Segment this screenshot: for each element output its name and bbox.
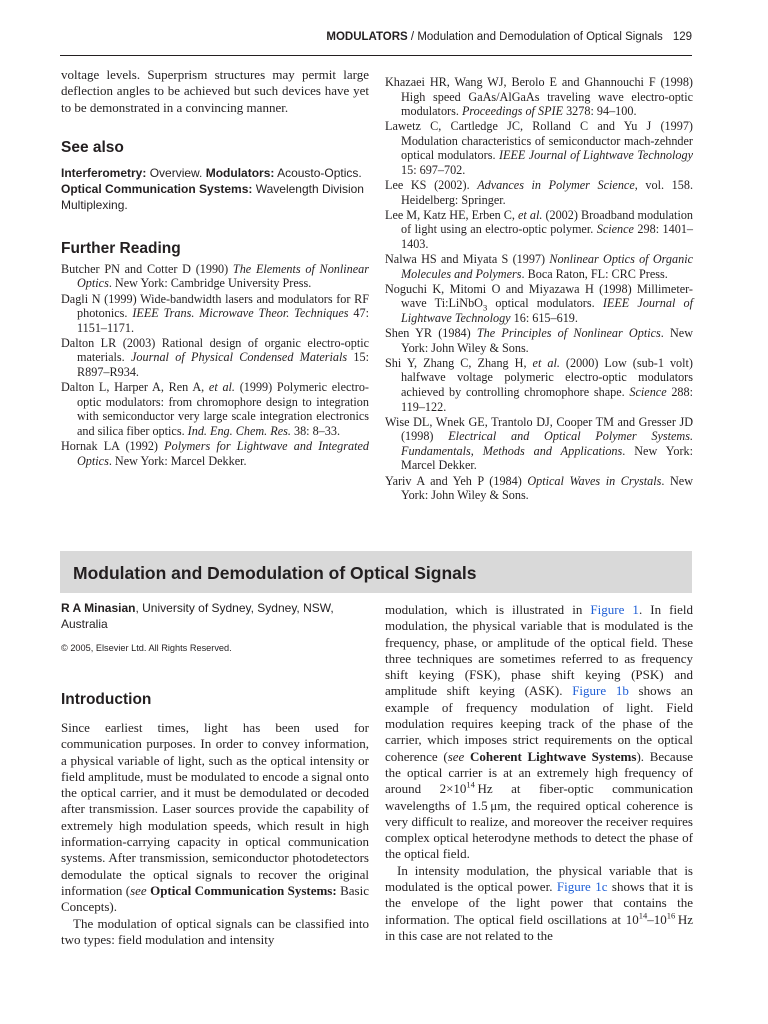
reference-title: The Elements of Nonlinear Optics [77, 261, 369, 291]
running-head-text [326, 31, 692, 43]
reference-entry [385, 208, 693, 252]
reference-entry [61, 292, 369, 336]
top-right-column [385, 75, 693, 503]
reference-text: 288: 119–122. [401, 384, 694, 414]
paragraph-text: Since earliest times, light has been used for communication purposes. In order to convey information, a physical variable of light, such as the optical intensity or field amplitude, must be modulated to encode a signal onto the optical carrier, and it must be demodulated or decoded after transmission. Laser sources provide the capability of extremely high modulation speeds, which result in high information-carrying capacity in optical communication systems. After transmission, semiconductor photodetectors demodulate the optical signals to recover the original information ( [61, 720, 369, 898]
reference-entry [385, 282, 693, 326]
reference-entry [385, 178, 693, 207]
intro-paragraph-3 [385, 863, 693, 944]
figure-1b-link[interactable]: Figure 1b [572, 683, 629, 699]
reference-text: Lee M, Katz HE, Erben C, [385, 207, 519, 222]
reference-entry [385, 326, 693, 355]
reference-text: Dalton LR (2003) Rational design of organic electro-optic materials. [61, 335, 369, 365]
reference-title: The Principles of Nonlinear Optics [476, 326, 661, 341]
reference-text: Lee KS (2002). [385, 178, 478, 193]
author-affiliation: , University of Sydney, Sydney, NSW, Australia [61, 601, 334, 631]
reference-text: 16: 615–619. [510, 311, 578, 325]
reference-title: Science [596, 222, 634, 237]
see-also-entry: Wavelength Division Multiplexing. [61, 181, 364, 212]
reference-text: (2002) Broadband modulation of light using an electro-optic polymer. [401, 207, 694, 237]
reference-text: Butcher PN and Cotter D (1990) [61, 261, 233, 276]
reference-text: . Boca Raton, FL: CRC Press. [521, 266, 668, 281]
reference-text: Shen YR (1984) [385, 326, 477, 341]
reference-entry [385, 252, 693, 281]
article-title-banner [60, 551, 692, 593]
reference-title: et al. [532, 355, 560, 370]
author-name: R A Minasian [61, 601, 136, 615]
article-right-column [385, 602, 693, 944]
see-also-link-optical-communication[interactable]: Optical Communication Systems: [61, 181, 253, 196]
author-line [61, 600, 369, 632]
reference-entry [61, 439, 369, 468]
reference-title: et al. [518, 207, 543, 222]
introduction-heading: Introduction [61, 691, 152, 708]
see-also-link-modulators[interactable]: Modulators: [205, 165, 275, 180]
see-label: see [447, 748, 465, 764]
see-also-entry: Overview. [146, 165, 206, 180]
intro-paragraph-1 [61, 720, 369, 916]
paragraph-text: The modulation of optical signals can be classified into two types: field modulation and intensity [61, 915, 369, 947]
figure-1c-link[interactable]: Figure 1c [556, 879, 608, 895]
reference-text: . New York: John Wiley & Sons. [401, 326, 693, 355]
reference-text: , vol. 158. Heidelberg: Springer. [401, 178, 693, 207]
reference-text: 47: 1151–1171. [77, 306, 369, 335]
exponent: 16 [666, 910, 676, 921]
reference-title: Journal of Physical Condensed Materials [131, 350, 348, 365]
reference-text: Khazaei HR, Wang WJ, Berolo E and Ghannouchi F (1998) High speed GaAs/AlGaAs traveling wave electro-optic modulators. [385, 75, 693, 119]
reference-title: Advances in Polymer Science [477, 178, 635, 193]
reference-title: Ind. Eng. Chem. Res. [187, 423, 291, 438]
paragraph-text: shows that it is the envelope of the light power that contains the information. The optical field oscillations at 10 [385, 879, 693, 927]
top-left-column [61, 67, 369, 469]
paragraph-text: shows an example of frequency modulation of light. Field modulation requires keeping track of the phase of the carrier, which imposes strict requirements on the optical coherence ( [385, 683, 693, 764]
reference-text: . New York: John Wiley & Sons. [401, 473, 694, 503]
reference-title: IEEE Journal of Lightwave Technology [401, 296, 693, 325]
reference-title: Electrical and Optical Polymer Systems. Fundamentals, Methods and Applications [401, 429, 693, 458]
reference-title: IEEE Journal of Lightwave Technology [498, 148, 693, 163]
reference-entry [385, 474, 693, 503]
paragraph-text: modulation, which is illustrated in [385, 602, 591, 617]
copyright-notice: © 2005, Elsevier Ltd. All Rights Reserved. [61, 643, 232, 653]
paragraph-text: . In field modulation, the physical variable that is modulated is the frequency, phase, or amplitude of the optical field. These three techniques are sometimes referred to as frequency shift keying (FSK), phase shift keying (PSK) and amplitude shift keying (ASK). [385, 602, 693, 699]
see-label: see [130, 882, 147, 898]
paragraph-text: Basic Concepts). [61, 882, 369, 915]
running-head-separator: / [407, 31, 418, 43]
reference-title: et al. [208, 380, 235, 395]
paragraph-text: Hz at fiber-optic communication wavelengths of 1.5 μm, the required optical coherence is very difficult to realize, and moreover the receiver requires complex optical heterodyne methods to detect the phase of the optical field. [385, 781, 693, 862]
reference-text: Lawetz C, Cartledge JC, Rolland C and Yu J (1997) Modulation characteristics of semiconductor mach-zehnder optical modulators. [385, 119, 693, 163]
article-left-column [61, 600, 369, 948]
paragraph-text: In intensity modulation, the physical variable that is modulated is the optical power. [385, 862, 693, 895]
reference-entry [61, 262, 369, 291]
carry-over-paragraph: voltage levels. Superprism structures may permit large deflection angles to be achieved but such devices have yet to be demonstrated in a convincing manner. [61, 67, 369, 115]
see-also-entry: Acousto-Optics. [274, 165, 362, 180]
reference-text: 15: R897–R934. [77, 350, 369, 380]
reference-text: Noguchi K, Mitomi O and Miyazawa H (1998) Millimeter-wave Ti:LiNbO [385, 281, 693, 311]
further-reading-heading: Further Reading [61, 239, 181, 257]
reference-title: Optical Waves in Crystals [527, 473, 662, 488]
paragraph-text: Hz in this case are not related to the [385, 911, 693, 943]
see-also-text [61, 165, 369, 213]
reference-text: Yariv A and Yeh P (1984) [385, 473, 528, 488]
page-number: 129 [672, 31, 692, 43]
reference-title: Polymers for Lightwave and Integrated Optics [77, 439, 369, 468]
reference-text: Dalton L, Harper A, Ren A, [61, 380, 209, 395]
reference-text: Shi Y, Zhang C, Zhang H, [385, 355, 533, 370]
crossref-link-coherent-lightwave-systems[interactable]: Coherent Lightwave Systems [470, 748, 637, 764]
reference-title: Proceedings of SPIE [461, 104, 564, 119]
reference-list-left [61, 262, 369, 468]
reference-text: Dagli N (1999) Wide-bandwidth lasers and modulators for RF photonics. [61, 291, 369, 321]
running-head [60, 31, 692, 56]
reference-text: Nalwa HS and Miyata S (1997) [385, 252, 550, 267]
reference-text: Wise DL, Wnek GE, Trantolo DJ, Cooper TM and Gresser JD (1998) [385, 414, 693, 444]
paragraph-text: ). Because the optical carrier is at an extremely high frequency of around 2×10 [385, 748, 694, 797]
reference-title: IEEE Trans. Microwave Theor. Techniques [132, 306, 349, 321]
reference-entry [385, 356, 693, 414]
reference-text: 38: 8–33. [290, 423, 341, 438]
exponent: 14 [466, 779, 475, 790]
reference-text: optical modulators. [487, 296, 603, 311]
see-also-link-interferometry[interactable]: Interferometry: [61, 165, 147, 180]
intro-paragraph-2 [61, 916, 369, 949]
reference-title: Nonlinear Optics of Organic Molecules and Polymers [401, 252, 693, 281]
reference-entry [385, 119, 693, 177]
reference-title: Science [629, 384, 667, 399]
reference-text: 3278: 94–100. [563, 104, 637, 119]
reference-entry [385, 75, 693, 119]
article-title: Modulation and Demodulation of Optical Signals [73, 563, 477, 583]
reference-text: 3 [483, 302, 488, 313]
intro-paragraph-2-continued [385, 602, 693, 863]
reference-text: . New York: Cambridge University Press. [108, 276, 312, 291]
paragraph-text: –10 [647, 911, 667, 927]
crossref-link-optical-communication-systems[interactable]: Optical Communication Systems: [150, 882, 337, 898]
figure-1-link[interactable]: Figure 1 [590, 602, 639, 617]
reference-text: . New York: Marcel Dekker. [108, 453, 247, 468]
reference-list-right [385, 75, 693, 503]
reference-entry [61, 336, 369, 380]
reference-text: (1999) Polymeric electro-optic modulators: from chromophore design to integration with semiconductor very large scale integration electronics and silica fiber optics. [77, 380, 369, 438]
reference-entry [61, 380, 369, 438]
running-head-section: MODULATORS [326, 31, 408, 43]
reference-text: . New York: Marcel Dekker. [401, 443, 693, 473]
reference-text: 15: 697–702. [401, 163, 466, 178]
see-also-heading: See also [61, 138, 124, 156]
reference-text: 298: 1401–1403. [401, 222, 694, 252]
reference-text: (2000) Low (sub-1 volt) halfwave voltage polymeric electro-optic modulators achieved by controlling chromophore shape. [401, 355, 693, 399]
reference-text: Hornak LA (1992) [61, 439, 165, 454]
exponent: 14 [638, 910, 648, 921]
running-head-title: Modulation and Demodulation of Optical Signals [417, 31, 663, 43]
reference-entry [385, 415, 693, 473]
